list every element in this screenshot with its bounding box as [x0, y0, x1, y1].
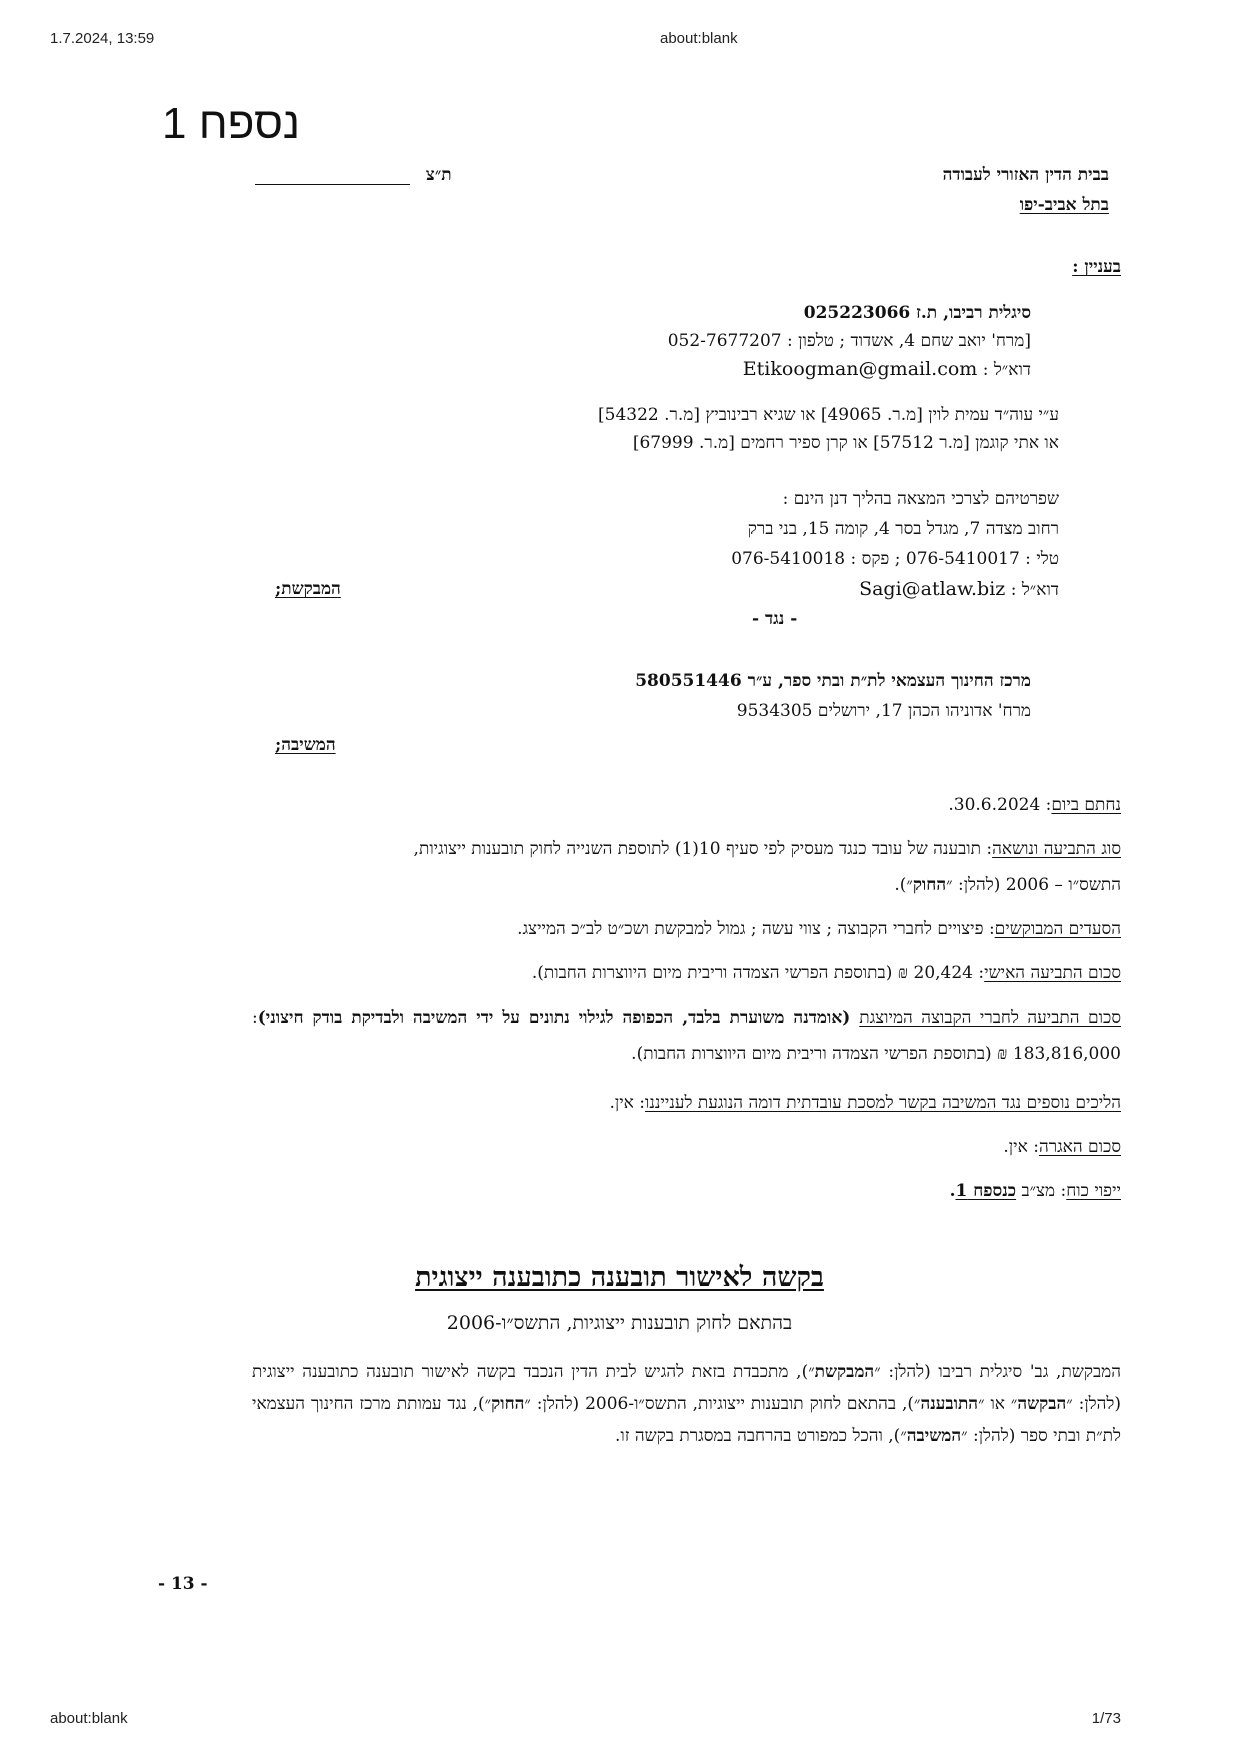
body-text: ״), והכל כמפורט בהרחבה במסגרת בקשה זו.: [614, 1426, 907, 1446]
personal-amount-text: : 20,424 ₪ (בתוספת הפרשי הצמדה וריבית מיום היווצרות החבות).: [531, 963, 985, 983]
other-proceedings-line: [609, 1088, 1121, 1118]
group-amount-paragraph: [252, 1000, 1121, 1072]
group-amount-note: (אומדנה משוערת בלבד, הכפופה לגילוי נתונים על ידי המשיבה ולבדיקת בודק חיצוני): [257, 1008, 860, 1028]
body-text: ״), מתכבדת בזאת להגיש לבית הדין הנכבד בקשה לאישור תובענה כתובענה ייצוגית (להלן: ״: [252, 1362, 1121, 1414]
remedies-text: : פיצויים לחברי הקבוצה ; צווי עשה ; גמול למבקשת ושכ״ט לב״כ המייצג.: [517, 919, 995, 939]
body-text: ״), נגד עמותת מרכז החינוך העצמאי לת״ת ובתי ספר (להלן: ״: [252, 1394, 1121, 1446]
case-number: [255, 160, 452, 190]
annex-title: נספח 1: [162, 99, 301, 148]
body-text: ״ או ״: [978, 1394, 1018, 1414]
plaintiff-email-label: דוא״ל :: [982, 360, 1031, 380]
lawyers-line-1: ע״י עוה״ד עמית לוין [מ.ר. 49065] או שגיא רבינוביץ [מ.ר. 54322]: [597, 405, 1059, 425]
remedies-label: הסעדים המבוקשים: [994, 919, 1121, 939]
plaintiff-email-line: [743, 354, 1031, 385]
claim-type-label: סוג התביעה ונושאה: [992, 839, 1121, 859]
office-email: Sagi@atlaw.biz: [859, 578, 1006, 600]
request-body-paragraph: [252, 1356, 1121, 1452]
plaintiff-email: Etikoogman@gmail.com: [742, 358, 978, 380]
remedies-line: [517, 914, 1121, 944]
page-number: - 13 -: [158, 1574, 208, 1594]
fee-text: : אין.: [1003, 1137, 1039, 1157]
office-email-line: [859, 574, 1059, 605]
signed-date-line: [948, 790, 1121, 820]
poa-annex-ref: כנספח 1: [955, 1181, 1017, 1201]
in-matter-label: בעניין :: [1072, 257, 1121, 277]
office-email-label: דוא״ל :: [1010, 580, 1059, 600]
fee-label: סכום האגרה: [1038, 1137, 1121, 1157]
defendant-role: המשיבה;: [275, 735, 336, 755]
other-proceedings-label: הליכים נוספים נגד המשיבה בקשר למסכת עובדתית דומה הנוגעת לענייננו: [645, 1093, 1121, 1113]
body-term-request: הבקשה: [1017, 1394, 1067, 1414]
request-title: בקשה לאישור תובענה כתובענה ייצוגית: [415, 1262, 824, 1293]
poa-end: .: [949, 1181, 956, 1201]
body-term-respondent: המשיבה: [906, 1426, 962, 1446]
claim-type-law-text: התשס״ו – 2006 (להלן: ״: [946, 875, 1121, 895]
signed-date: : 30.6.2024.: [948, 795, 1052, 815]
print-url-bottom: about:blank: [50, 1710, 128, 1727]
case-number-blank: [255, 166, 410, 185]
plaintiff-role: המבקשת;: [275, 579, 341, 599]
group-amount-label: סכום התביעה לחברי הקבוצה המיוצגת: [859, 1008, 1121, 1028]
poa-text: : מצ״ב: [1016, 1181, 1067, 1201]
claim-type-text: : תובענה של עובד כנגד מעסיק לפי סעיף 10(1) לתוספת השנייה לחוק תובענות ייצוגיות,: [413, 839, 993, 859]
request-subtitle: בהתאם לחוק תובענות ייצוגיות, התשס״ו-2006: [446, 1312, 793, 1334]
office-address: רחוב מצדה 7, מגדל בסר 4, קומה 15, בני ברק: [747, 519, 1059, 539]
claim-type-line-1: [414, 834, 1121, 864]
poa-line: [950, 1176, 1121, 1206]
claim-type-line-2: [894, 870, 1121, 900]
defendant-address: מרח' אדוניהו הכהן 17, ירושלים 9534305: [736, 701, 1031, 721]
body-term-law: החוק: [491, 1394, 525, 1414]
fee-line: [1003, 1132, 1121, 1162]
court-name: בבית הדין האזורי לעבודה: [942, 165, 1109, 185]
print-page-count: 1/73: [1091, 1710, 1121, 1727]
body-text: ״), בהתאם לחוק תובענות ייצוגיות, התשס״ו-2006 (להלן: ״: [524, 1394, 921, 1414]
versus-label: - נגד -: [752, 609, 798, 629]
claim-type-law-term: החוק: [912, 875, 947, 895]
court-location: בתל אביב-יפו: [1019, 195, 1109, 215]
group-amount-text: : 183,816,000 ₪ (בתוספת הפרשי הצמדה וריבית מיום היווצרות החבות).: [252, 1008, 1121, 1064]
plaintiff-address: [מרח' יואב שחם 4, אשדוד ; טלפון : 052-7677207: [667, 331, 1031, 351]
print-url-top: about:blank: [660, 30, 738, 47]
personal-amount-line: [532, 958, 1121, 988]
other-proceedings-text: : אין.: [609, 1093, 645, 1113]
personal-amount-label: סכום התביעה האישי: [984, 963, 1121, 983]
body-term-applicant: המבקשת: [814, 1362, 875, 1382]
print-datetime: 1.7.2024, 13:59: [50, 30, 155, 47]
body-term-claim: התובענה: [920, 1394, 979, 1414]
poa-label: ייפוי כוח: [1066, 1181, 1121, 1201]
defendant-name: מרכז החינוך העצמאי לת״ת ובתי ספר, ע״ר 580551446: [635, 671, 1031, 691]
service-details-intro: שפרטיהם לצרכי המצאה בהליך דנן הינם :: [782, 489, 1059, 509]
office-phone-fax: טלי : 076-5410017 ; פקס : 076-5410018: [731, 549, 1059, 569]
case-label: ת״צ: [425, 165, 452, 185]
lawyers-line-2: או אתי קוגמן [מ.ר 57512] או קרן ספיר רחמים [מ.ר. 67999]: [632, 433, 1059, 453]
plaintiff-name: סיגלית רביבו, ת.ז 025223066: [803, 303, 1031, 323]
body-text: המבקשת, גב' סיגלית רביבו (להלן: ״: [874, 1362, 1121, 1382]
signed-label: נחתם ביום: [1051, 795, 1121, 815]
claim-type-law-end: ״).: [894, 875, 913, 895]
